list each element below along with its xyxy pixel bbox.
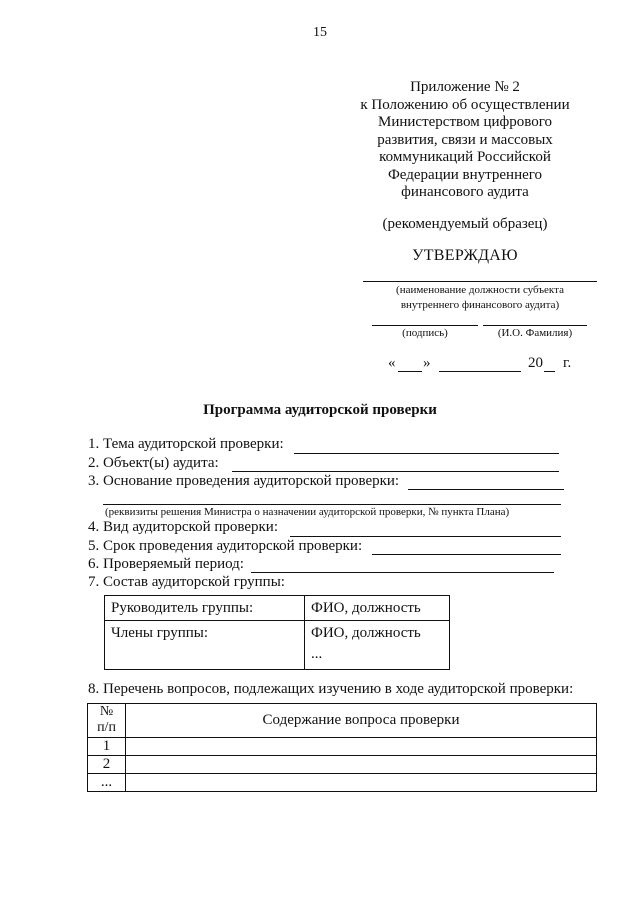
team-table	[104, 595, 450, 670]
question-row	[88, 738, 597, 756]
team-members-row	[105, 621, 450, 670]
appendix-line: коммуникаций Российской	[379, 149, 551, 165]
position-caption-line: (наименование должности субъекта	[396, 284, 564, 296]
date-year-line	[544, 371, 555, 372]
signature-caption: (подпись)	[402, 327, 448, 339]
position-caption	[355, 283, 605, 313]
item-audited-period: 6. Проверяемый период:	[88, 556, 244, 572]
question-row	[88, 756, 597, 774]
question-row-num: 1	[88, 738, 126, 756]
team-members-more: ...	[311, 646, 323, 662]
questions-table	[87, 703, 597, 792]
item-object-line	[232, 471, 559, 472]
team-members-value: ФИО, должность	[311, 625, 421, 641]
question-row-num: ...	[88, 774, 126, 792]
team-leader-label: Руководитель группы:	[105, 596, 305, 621]
question-row	[88, 774, 597, 792]
question-row-content	[126, 756, 597, 774]
item-period: 5. Срок проведения аудиторской проверки:	[88, 538, 363, 554]
item-basis-line	[408, 489, 564, 490]
appendix-line: финансового аудита	[401, 184, 529, 200]
sample-note: (рекомендуемый образец)	[382, 216, 548, 232]
appendix-line: Министерством цифрового	[378, 114, 552, 130]
questions-num-header-line: №	[99, 704, 114, 719]
item-audited-period-line	[251, 572, 554, 573]
question-row-num: 2	[88, 756, 126, 774]
item-questions: 8. Перечень вопросов, подлежащих изучению в ходе аудиторской проверки:	[88, 681, 574, 697]
position-caption-line: внутреннего финансового аудита)	[400, 299, 560, 311]
page-number: 15	[313, 25, 327, 40]
question-row-content	[126, 774, 597, 792]
appendix-line: Федерации внутреннего	[387, 166, 543, 183]
item-type: 4. Вид аудиторской проверки:	[88, 519, 279, 535]
item-topic-line	[294, 453, 559, 454]
item-basis: 3. Основание проведения аудиторской проверки:	[88, 473, 400, 489]
item-type-line	[290, 536, 561, 537]
approval-title: УТВЕРЖДАЮ	[412, 247, 518, 264]
appendix-header	[330, 79, 600, 202]
team-members-cell	[305, 621, 450, 670]
item-object: 2. Объект(ы) аудита:	[88, 455, 219, 471]
team-leader-row	[105, 596, 450, 621]
appendix-line: развития, связи и массовых	[377, 131, 553, 148]
date-day-line	[398, 371, 422, 372]
questions-num-header	[88, 704, 126, 738]
team-members-label: Члены группы:	[105, 621, 305, 670]
name-caption: (И.О. Фамилия)	[497, 327, 573, 339]
item-basis-line-2	[103, 504, 561, 505]
date-month-line	[439, 371, 521, 372]
date-year-suffix: г.	[563, 355, 572, 371]
questions-header-row	[88, 704, 597, 738]
question-row-content	[126, 738, 597, 756]
item-topic: 1. Тема аудиторской проверки:	[88, 436, 284, 452]
team-leader-value: ФИО, должность	[305, 596, 450, 621]
item-team: 7. Состав аудиторской группы:	[88, 574, 285, 590]
date-year-prefix: 20	[528, 355, 543, 371]
date-close-quote: »	[423, 355, 431, 371]
date-open-quote: «	[388, 355, 396, 371]
appendix-line: к Положению об осуществлении	[360, 96, 570, 113]
requisites-note: (реквизиты решения Министра о назначении аудиторской проверки, № пункта Плана)	[105, 506, 510, 518]
appendix-line: Приложение № 2	[410, 79, 520, 95]
questions-content-header: Содержание вопроса проверки	[126, 704, 597, 738]
questions-num-header-line: п/п	[97, 720, 116, 735]
program-title: Программа аудиторской проверки	[203, 402, 437, 418]
position-line	[363, 281, 597, 282]
item-period-line	[372, 554, 561, 555]
